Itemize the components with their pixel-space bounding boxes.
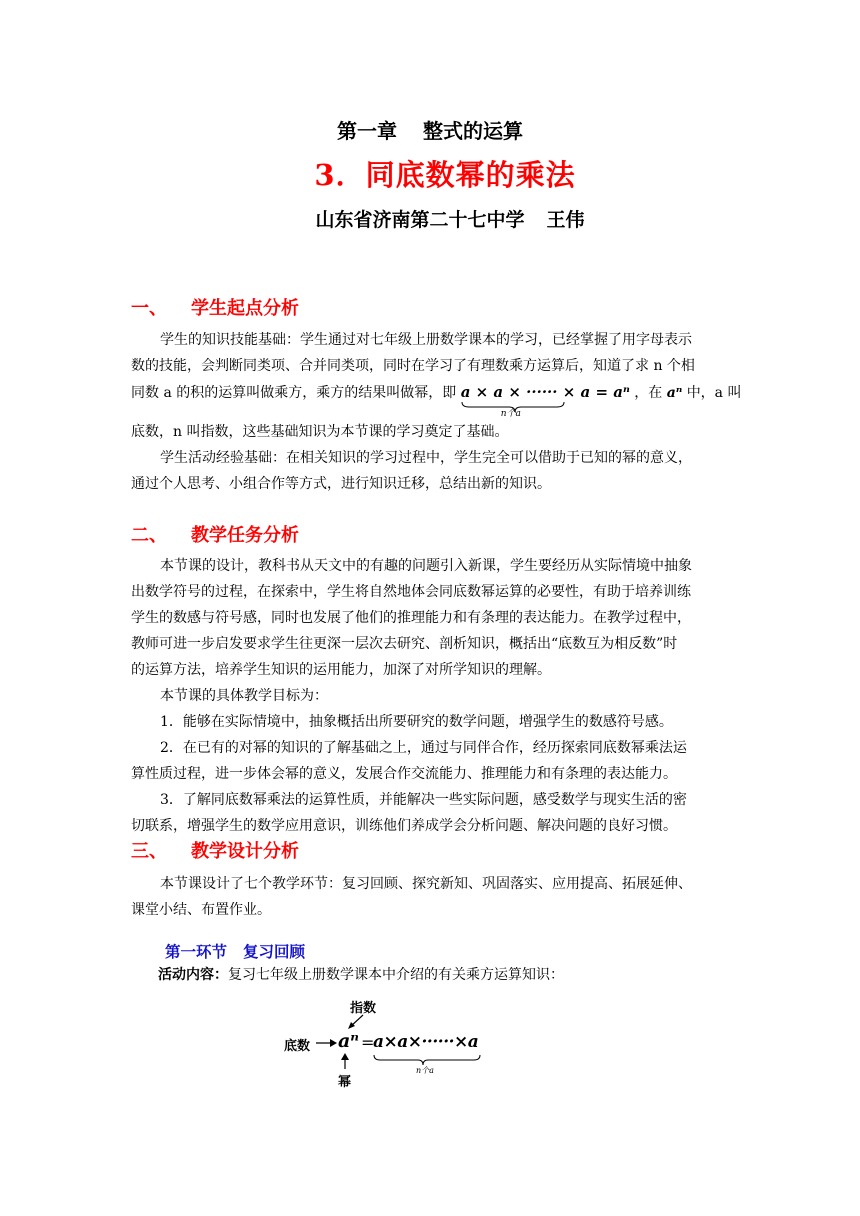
section-title: 教学任务分析 [191,525,299,546]
section-number: 二、 [131,525,167,546]
paragraph-line: 算性质过程，进一步体会幂的意义，发展合作交流能力、推理能力和有条理的表达能力。 [131,766,677,782]
power-diagram [270,995,500,1090]
chapter-heading [0,115,860,144]
base-label: 底数 [284,1039,311,1054]
goal-item: 1．能够在实际情境中，抽象概括出所要研究的数学问题，增强学生的数感符号感。 [160,714,673,730]
left-expression: aⁿ [338,1030,360,1052]
paragraph-line: 中，a 叫 [686,385,742,401]
section3-body [131,871,731,923]
activity-text: 复习七年级上册数学课本中介绍的有关乘方运算知识： [228,967,564,983]
paragraph-line: 通过个人思考、小组合作等方式，进行知识迁移，总结出新的知识。 [131,476,551,492]
step-label: 第一环节 [165,942,228,961]
section-heading-3 [131,837,299,863]
author-name: 王伟 [546,209,585,231]
section-number: 一、 [131,298,167,319]
formula-line [131,379,742,419]
paragraph: 学生活动经验基础：在相关知识的学习过程中，学生完全可以借助于已知的幂的意义， [160,450,692,466]
arrow-head-icon [341,1053,349,1060]
brace-label: n个a [500,409,521,419]
activity-label: 活动内容： [158,967,228,983]
paragraph-line: 同数 a 的积的运算叫做乘方，乘方的结果叫做幂，即 [131,385,457,401]
power-symbol: aⁿ [666,385,683,401]
power-definition-formula [460,379,630,419]
section1-body [131,327,731,379]
section2-body [131,553,731,839]
right-expression: a×a×······×a [373,1032,479,1052]
goal-item: 3．了解同底数幂乘法的运算性质，并能解决一些实际问题，感受数学与现实生活的密 [160,792,687,808]
section-heading-1 [131,294,299,320]
step-heading [165,940,305,962]
chapter-title: 整式的运算 [423,119,523,143]
brace-label: n个a [416,1066,434,1075]
power-label: 幂 [338,1075,352,1090]
goal-item: 2．在已有的对幂的知识的了解基础之上，通过与同伴合作，经历探索同底数幂乘法运 [160,740,687,756]
section1-body-cont [131,419,731,497]
paragraph: 本节课的具体教学目标为： [160,688,328,704]
paragraph: 本节课的设计，教科书从天文中的有趣的问题引入新课，学生要经历从实际情境中抽象 [160,558,692,574]
paragraph-line: 学生的数感与符号感，同时也发展了他们的推理能力和有条理的表达能力。在教学过程中， [131,610,691,626]
school-name: 山东省济南第二十七中学 [315,209,525,231]
paragraph-line: 数的技能，会判断同类项、合并同类项，同时在学习了有理数乘方运算后，知道了求 n 个相 [131,358,695,374]
step-title: 复习回顾 [243,942,306,961]
author-line [0,205,860,232]
formula-text: a × a × ······ × a = aⁿ [460,383,630,401]
section-title: 教学设计分析 [191,841,299,862]
paragraph-line: 教师可进一步启发要求学生往更深一层次去研究、剖析知识，概括出“底数互为相反数”时 [131,636,678,652]
section-title: 学生起点分析 [191,298,299,319]
exponent-label: 指数 [350,1001,377,1016]
arrow-head-icon [330,1039,337,1047]
paragraph-line: ，在 [634,385,663,401]
lesson-title: 3．同底数幂的乘法 [314,158,576,192]
paragraph-line: 切联系，增强学生的数学应用意识，训练他们养成学会分析问题、解决问题的良好习惯。 [131,818,677,834]
activity-line [158,964,564,984]
underbrace-icon [374,1055,480,1065]
paragraph-line: 底数，n 叫指数，这些基础知识为本节课的学习奠定了基础。 [131,424,509,440]
section-number: 三、 [131,841,167,862]
equals-sign: = [361,1033,375,1052]
chapter-number: 第一章 [337,119,397,143]
paragraph-line: 出数学符号的过程，在探索中，学生将自然地体会同底数幂运算的必要性，有助于培养训练 [131,584,691,600]
section-heading-2 [131,521,299,547]
paragraph: 学生的知识技能基础：学生通过对七年级上册数学课本的学习，已经掌握了用字母表示 [160,332,692,348]
paragraph: 本节课设计了七个教学环节：复习回顾、探究新知、巩固落实、应用提高、拓展延伸、 [160,876,692,892]
paragraph-line: 的运算方法，培养学生知识的运用能力，加深了对所学知识的理解。 [131,662,551,678]
paragraph-line: 课堂小结、布置作业。 [131,902,271,918]
